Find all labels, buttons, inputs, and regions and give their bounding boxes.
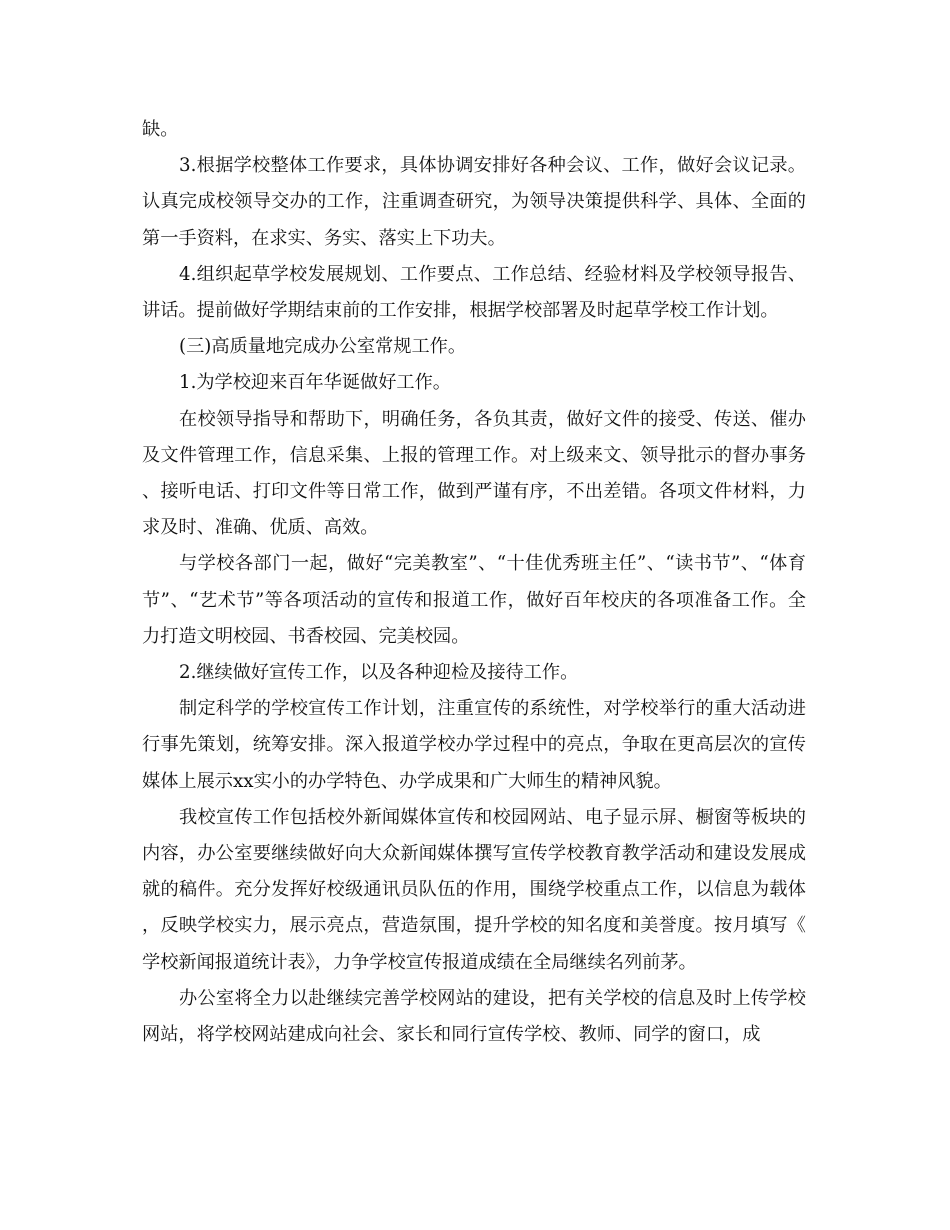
paragraph-publicity-scope: 我校宣传工作包括校外新闻媒体宣传和校园网站、电子显示屏、橱窗等板块的内容，办公室要继续做好向大众新闻媒体撰写宣传学校教育教学活动和建设发展成就的稿件。充分发挥好校级通讯员队伍的作用，围绕学校重点工作，以信息为载体，反映学校实力，展示亮点，营造氛围，提升学校的知名度和美誉度。按月填写《学校新闻报道统计表》，力争学校宣传报道成绩在全局继续名列前茅。 (142, 806, 806, 973)
subsection-heading-1: 1.为学校迎来百年华诞做好工作。 (179, 372, 451, 394)
paragraph-activities: 与学校各部门一起，做好“完美教室”、“十佳优秀班主任”、“读书节”、“体育节”、“艺术节”等各项活动的宣传和报道工作，做好百年校庆的各项准备工作。全力打造文明校园、书香校园、完美校园。 (142, 553, 806, 647)
paragraph-document-management: 在校领导指导和帮助下，明确任务，各负其责，做好文件的接受、传送、催办及文件管理工作，信息采集、上报的管理工作。对上级来文、领导批示的督办事务、接听电话、打印文件等日常工作，做到严谨有序，不出差错。各项文件材料，力求及时、准确、优质、高效。 (142, 408, 806, 539)
paragraph-publicity-plan: 制定科学的学校宣传工作计划，注重宣传的系统性，对学校举行的重大活动进行事先策划，统筹安排。深入报道学校办学过程中的亮点，争取在更高层次的宣传媒体上展示xx实小的办学特色、办学成果和广大师生的精神风貌。 (142, 698, 806, 792)
section-heading-3: (三)高质量地完成办公室常规工作。 (179, 336, 467, 358)
paragraph-item-4: 4.组织起草学校发展规划、工作要点、工作总结、经验材料及学校领导报告、讲话。提前做好学期结束前的工作安排，根据学校部署及时起草学校工作计划。 (142, 263, 806, 322)
paragraph-website: 办公室将全力以赴继续完善学校网站的建设，把有关学校的信息及时上传学校网站，将学校网站建成向社会、家长和同行宣传学校、教师、同学的窗口，成 (142, 987, 806, 1046)
subsection-heading-2: 2.继续做好宣传工作，以及各种迎检及接待工作。 (179, 662, 579, 684)
paragraph-continuation: 缺。 (142, 119, 179, 140)
paragraph-item-3: 3.根据学校整体工作要求，具体协调安排好各种会议、工作，做好会议记录。认真完成校领导交办的工作，注重调查研究，为领导决策提供科学、具体、全面的第一手资料，在求实、务实、落实上下功夫。 (142, 155, 806, 249)
document-body (142, 112, 806, 1053)
